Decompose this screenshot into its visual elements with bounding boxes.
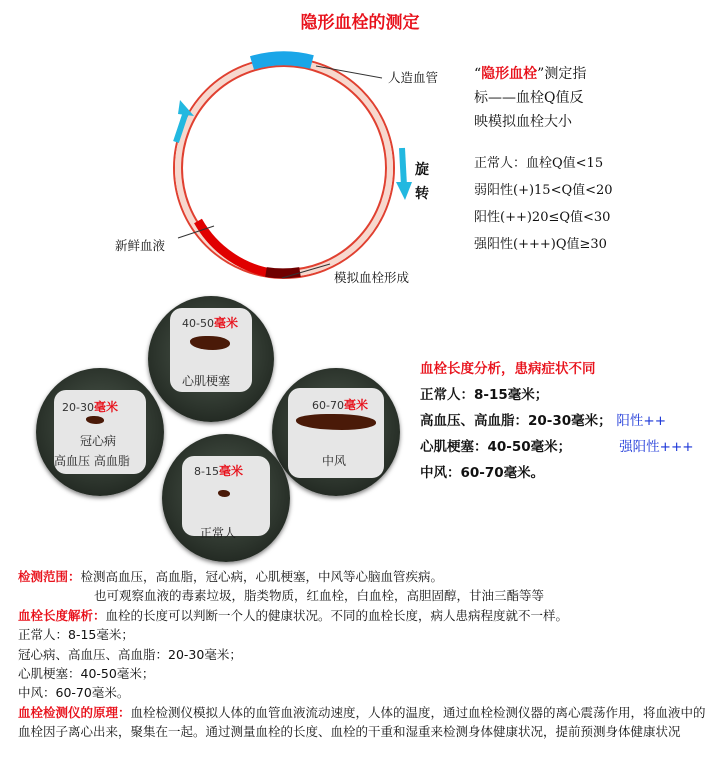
disc-name: 冠心病 [80,434,117,448]
disc-name-2: 高血压 高血脂 [54,454,130,468]
clot-sample [86,416,104,424]
clot-formation-label: 模拟血栓形成 [334,270,410,285]
vessel-label: 人造血管 [388,70,439,85]
analysis-row: 心肌梗塞：40-50毫米； 强阳性+++ [420,439,694,455]
disc-size-label: 8-15毫米 [194,464,243,478]
disc-size-label: 20-30毫米 [62,400,118,414]
page-title: 隐形血栓的测定 [300,13,420,33]
scope-label: 检测范围： [18,569,81,584]
principle-label: 血栓检测仪的原理： [18,704,131,720]
rotation-arrow-down-icon [396,148,412,200]
clot-segment [266,272,300,273]
disc-size-label: 60-70毫米 [312,398,368,412]
q-value-description [474,62,586,134]
analysis-row: 正常人：8-15毫米； [420,387,549,403]
disc-name: 中风 [322,454,347,468]
description-line-1: “隐形血栓”测定指 [474,66,587,82]
q-value-grades [474,150,613,258]
bottom-text-section [18,567,708,742]
hidden-clot-highlight: 隐形血栓 [481,66,538,82]
length-label: 血栓长度解析： [18,607,106,623]
scope-paragraph: 检测范围：检测高血压，高血脂，冠心病，心肌梗塞，中风等心脑血管疾病。 [18,569,444,584]
scope-paragraph-2: 也可观察血液的毒素垃圾，脂类物质，红血栓，白血栓，高胆固醇，甘油三酯等等 [94,588,545,604]
length-line: 正常人：8-15毫米； [18,627,134,643]
rotate-label: 旋转 [415,162,429,202]
grade-strong-positive: 强阳性(+++)Q值≥30 [474,237,607,252]
length-line: 中风：60-70毫米。 [18,685,130,701]
grade-normal: 正常人：血栓Q值<15 [474,156,604,171]
positive-tag: 阳性++ [616,413,667,429]
disc-name: 正常人 [200,526,237,540]
description-line-3: 映模拟血栓大小 [474,114,572,130]
disc-size-label: 40-50毫米 [182,316,238,330]
principle-paragraph: 血栓检测仪的原理：血栓检测仪模拟人体的血管血液流动速度，人体的温度，通过血栓检测仪器的离心震荡作用，将血液中的血栓因子离心出来，聚集在一起。通过测量血栓的长度、血栓的干重和湿重来检测身体健康状况，提前预测身体健康状况 [18,704,706,740]
analysis-row: 中风：60-70毫米。 [420,465,545,481]
disc-name: 心肌梗塞 [182,374,231,388]
description-line-2: 标——血栓Q值反 [474,90,584,106]
clot-sample [218,490,230,497]
disc-coronary-heart-disease [36,368,164,496]
fresh-blood-label: 新鲜血液 [115,238,166,253]
analysis-heading: 血栓长度分析，患病症状不同 [420,361,596,377]
length-line: 心肌梗塞：40-50毫米； [18,666,155,682]
grade-weak-positive: 弱阳性(+)15<Q值<20 [474,183,613,198]
clot-length-analysis [420,356,694,486]
strong-positive-tag: 强阳性+++ [619,439,694,455]
disc-myocardial-infarction [148,296,274,422]
disc-stroke [272,368,400,496]
length-line: 冠心病、高血压、高血脂：20-30毫米； [18,646,242,662]
disc-normal [162,434,290,562]
length-paragraph: 血栓长度解析：血栓的长度可以判断一个人的健康状况。不同的血栓长度，病人患病程度就不一样。 [18,607,569,623]
grade-positive: 阳性(++)20≤Q值<30 [474,210,611,225]
analysis-row: 高血压、高血脂：20-30毫米； 阳性++ [420,413,667,429]
artificial-vessel-segment [252,58,312,63]
